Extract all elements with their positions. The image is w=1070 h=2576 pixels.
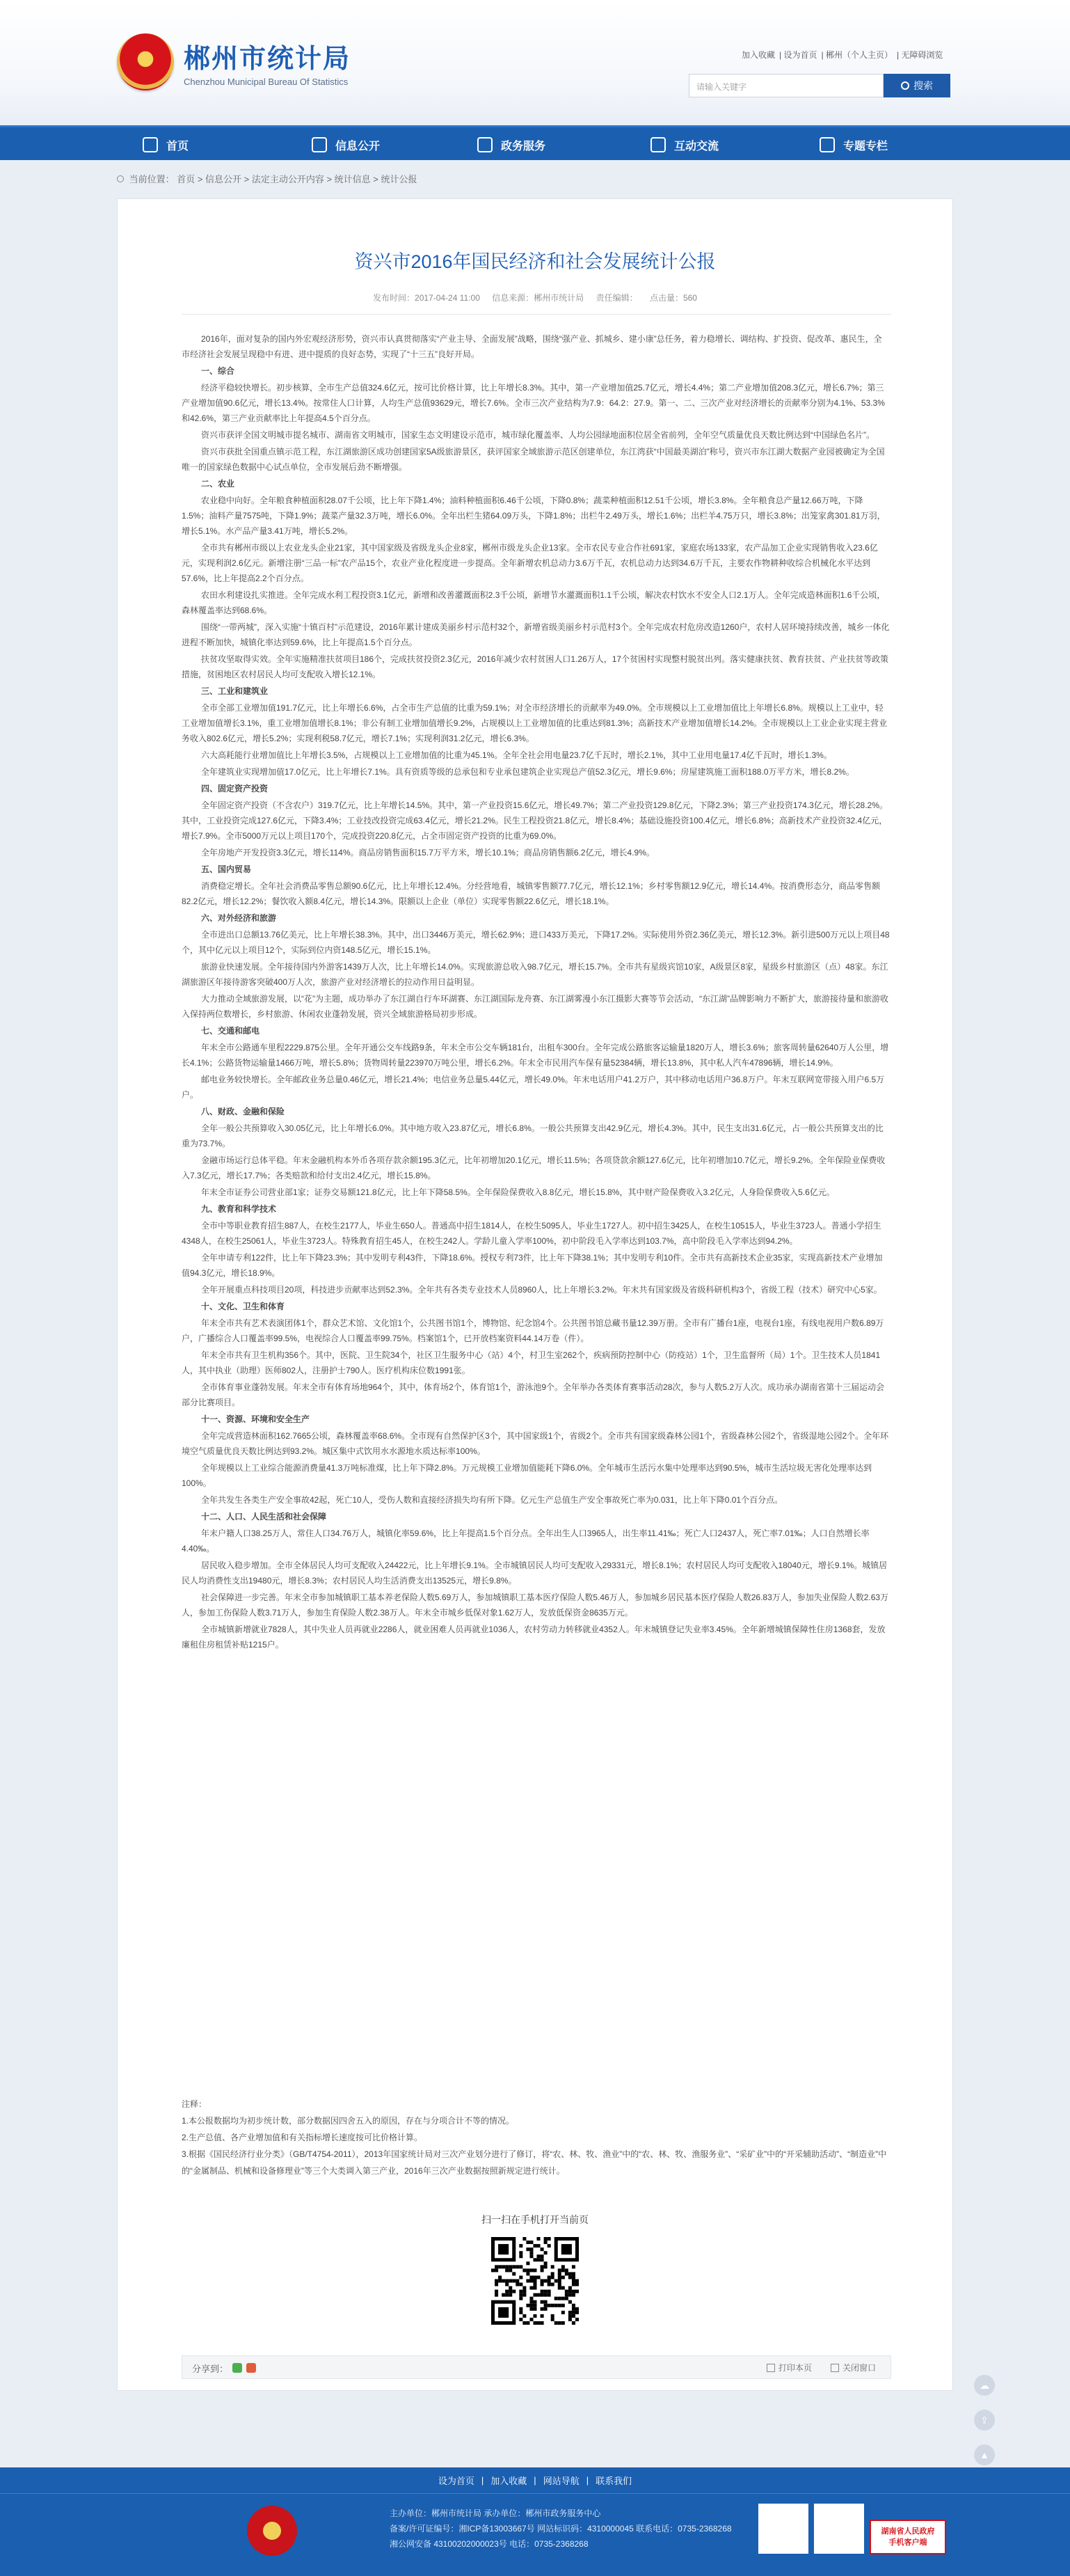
article-paragraph: 年末全市证券公司营业部1家；证券交易额121.8亿元，比上年下降58.5%。全年保险保费收入8.8亿元，增长15.8%，其中财产险保费收入3.2亿元，人身险保费收入5.6亿元。 [201,1187,835,1197]
footer-link[interactable]: 加入收藏 [490,2476,527,2486]
article-paragraph: 全市全部工业增加值191.7亿元，比上年增长6.6%，占全市生产总值的比重为59.1%；对全市经济增长的贡献率为49.0%。全市规模以上工业增加值比上年增长6.8%。规模以上工业中，轻工业增加值增长3.1%，重工业增加值增长8.1%；非公有制工业增加值增长9.2%，占规模以上工业增加值的比重达到81.3%；高新技术产业增加值增长14.2%。全市规模以上工业企业实现主营业务收入802.6亿元，增长5.2%；实现利税58.7亿元，增长7.1%；实现利润31.2亿元，增长6.3%。 [182,703,888,743]
breadcrumb-text[interactable]: 当前位置： 首页 > 信息公开 > 法定主动公开内容 > 统计信息 > 统计公报 [129,174,417,184]
weibo-share-icon[interactable] [246,2363,256,2373]
share-bar [182,2355,891,2379]
article-paragraph: 年末户籍人口38.25万人，常住人口34.76万人，城镇化率59.6%，比上年提高1.5个百分点。全年出生人口3965人，出生率11.41‰；死亡人口2437人，死亡率7.01‰；人口自然增长率4.40‰。 [182,1528,870,1554]
article-paragraph: 居民收入稳步增加。全市全体居民人均可支配收入24422元，比上年增长9.1%。全市城镇居民人均可支配收入29331元，增长8.1%；农村居民人均可支配收入18040元，增长9.1%。城镇居民人均消费性支出19480元，增长8.3%；农村居民人均生活消费支出13525元，增长9.8%。 [182,1560,888,1586]
article-paragraph: 资兴市获批全国重点镇示范工程，东江湖旅游区成功创建国家5A级旅游景区，获评国家全域旅游示范区创建单位，东江湾获“中国最美湖泊”称号，资兴市东江湖大数据产业园被确定为全国唯一的国家绿色数据中心试点单位，全市发展后劲不断增强。 [182,447,885,472]
section-heading: 十一、资源、环境和安全生产 [201,1414,310,1424]
nav-item-services[interactable] [477,127,545,162]
article-paragraph: 农业稳中向好。全年粮食种植面积28.07千公顷，比上年下降1.4%；油料种植面积6.46千公顷，下降0.8%；蔬菜种植面积12.51千公顷，增长3.8%。全年粮食总产量12.66万吨，下降1.5%；油料产量7575吨，下降1.9%；蔬菜产量32.3万吨，增长6.0%。全年出栏生猪64.09万头，下降1.8%；出栏牛2.49万头，增长1.6%；出栏羊4.75万只，增长3.8%；出笼家禽301.81万羽，增长5.1%。水产品产量3.41万吨，增长5.2%。 [182,496,886,536]
footer-link[interactable]: 联系我们 [596,2476,632,2486]
article-paragraph: 邮电业务较快增长。全年邮政业务总量0.46亿元，增长21.4%；电信业务总量5.44亿元，增长49.0%。年末电话用户41.2万户，其中移动电话用户36.8万户。年末互联网宽带接入用户6.5万户。 [182,1075,885,1100]
article-meta [118,292,952,303]
top-link-homepage[interactable]: 设为首页 [783,50,817,60]
article-paragraph: 全市进出口总额13.76亿美元，比上年增长38.3%。其中，出口3446万美元，增长62.9%；进口433万美元，下降17.2%。实际使用外资2.36亿美元，增长12.3%。新引进500万元以上项目48个，其中亿元以上项目12个，实际到位内资148.5亿元，增长15.1%。 [182,930,890,955]
article-paragraph: 资兴市获评全国文明城市提名城市、湖南省文明城市，国家生态文明建设示范市，城市绿化覆盖率、人均公园绿地面积位居全省前列，全年空气质量优良天数比例达到“中国绿色名片”。 [201,430,875,440]
article-paragraph: 年末全市公路通车里程2229.875公里。全年开通公交车线路9条，年末全市公交车辆181台，出租车300台。全年完成公路旅客运输量1820万人，增长3.6%；旅客周转量62640万人公里，增长4.1%；公路货物运输量1466万吨，增长5.8%；货物周转量223970万吨公里，增长6.2%。年末全市民用汽车保有量52384辆，增长13.8%，其中私人汽车47896辆，增长14.9%。 [182,1043,889,1068]
article-paragraph: 全年开展重点科技项目20项，科技进步贡献率达到52.3%。全年共有各类专业技术人员8960人，比上年增长3.2%。年末共有国家级及省级科研机构3个，省级工程（技术）研究中心5家。 [201,1285,882,1295]
footer [0,2467,1070,2576]
footer-link[interactable]: 设为首页 [438,2476,474,2486]
article-paragraph: 社会保障进一步完善。年末全市参加城镇职工基本养老保险人数5.69万人，参加城镇职工基本医疗保险人数5.46万人，参加城乡居民基本医疗保险人数26.83万人，参加失业保险人数2.63万人，参加工伤保险人数3.71万人，参加生育保险人数2.38万人。年末全市城乡低保对象1.62万人，发放低保资金8635万元。 [182,1593,889,1618]
chat-icon [650,137,666,152]
article-paragraph: 金融市场运行总体平稳。年末金融机构本外币各项存款余额195.3亿元，比年初增加20.1亿元，增长11.5%；各项贷款余额127.6亿元，比年初增加10.7亿元，增长9.2%。全年保险业保费收入7.3亿元，增长17.7%；各类赔款和给付支出2.4亿元，增长15.8%。 [182,1155,886,1180]
footer-line: 主办单位：郴州市统计局 承办单位：郴州市政务服务中心 [390,2508,601,2518]
wechat-icon[interactable]: ☁ [974,2375,995,2396]
note-item: 3.根据《国民经济行业分类》（GB/T4754-2011），2013年国家统计局对三次产业划分进行了修订，将“农、林、牧、渔业”中的“农、林、牧、渔服务业”、“采矿业”中的“开采辅助活动”、“制造业”中的“金属制品、机械和设备修理业”等三个大类调入第三产业，2016年三次产业数据按照新规定进行统计。 [182,2149,887,2176]
home-icon [143,137,158,152]
location-icon [117,175,124,182]
site-logo[interactable] [117,33,351,90]
top-links: 加入收藏 | 设为首页 | 郴州（个人主页） | 无障碍浏览 [742,50,943,60]
article-paragraph: 全市城镇新增就业7828人，其中失业人员再就业2286人，就业困难人员再就业1036人，农村劳动力转移就业4352人。年末城镇登记失业率3.45%。全年新增城镇保障性住房1368套，发放廉租住房租赁补贴1215户。 [182,1625,886,1650]
article-paragraph: 全年规模以上工业综合能源消费量41.3万吨标准煤，比上年下降2.8%。万元规模工业增加值能耗下降6.0%。全年城市生活污水集中处理率达到90.5%，城市生活垃圾无害化处理率达到100%。 [182,1463,872,1488]
back-to-top-icon[interactable]: ▲ [974,2444,995,2465]
article-date: 发布时间：2017-04-24 11:00 [373,293,480,303]
article-paragraph: 农田水利建设扎实推进。全年完成水利工程投资3.1亿元，新增和改善灌溉面积2.3千公顷，新增节水灌溉面积1.1千公顷，解决农村饮水不安全人口2.1万人。全年完成造林面积1.6千公顷，森林覆盖率达到68.6%。 [182,590,886,615]
nav-item-home[interactable] [143,127,189,162]
nav-label-topics: 专题专栏 [843,140,888,152]
print-label: 打印本页 [778,2363,813,2373]
nav-item-interaction[interactable] [650,127,719,162]
article-paragraph: 全市体育事业蓬勃发展。年末全市有体育场地964个，其中，体育场2个，体育馆1个，游泳池9个。全年举办各类体育赛事活动28次，参与人数5.2万人次。成功承办湖南省第十三届运动会部分比赛项目。 [182,1382,885,1407]
article-paragraph: 年末全市共有艺术表演团体1个，群众艺术馆、文化馆1个，公共图书馆1个，博物馆、纪念馆4个。公共图书馆总藏书量12.39万册。全市有广播台1座，电视台1座，有线电视用户数6.89万户，广播综合人口覆盖率99.5%，电视综合人口覆盖率99.75%。档案馆1个，已开放档案资料44.14万卷（件）。 [182,1318,884,1343]
article-paragraph: 全年完成营造林面积162.7665公顷，森林覆盖率68.6%。全市现有自然保护区3个，其中国家级1个，省级2个。全市共有国家级森林公园1个，省级森林公园2个，省级湿地公园2个。全年环境空气质量优良天数比例达到93.2%。城区集中式饮用水水源地水质达标率100%。 [182,1431,889,1456]
footer-links: 设为首页 | 加入收藏 | 网站导航 | 联系我们 [0,2467,1070,2494]
article-paragraph: 经济平稳较快增长。初步核算，全市生产总值324.6亿元，按可比价格计算，比上年增长8.3%。其中，第一产业增加值25.7亿元，增长4.4%；第二产业增加值208.3亿元，增长6.7%；第三产业增加值90.6亿元，增长13.4%。按常住人口计算，人均生产总值93629元，增长7.6%。全市三次产业结构为7.9：64.2：27.9。第一、二、三次产业对经济增长的贡献率分别为4.1%、53.3%和42.6%，第三产业贡献率比上年提高4.5个百分点。 [182,383,885,423]
section-heading: 一、综合 [201,366,235,376]
topic-icon [820,137,835,152]
footer-qr-icon [814,2504,864,2554]
section-heading: 四、固定资产投资 [201,784,269,793]
site-name: 郴州市统计局 [184,43,351,74]
site-name-en: Chenzhou Municipal Bureau Of Statistics [184,77,349,87]
section-heading: 七、交通和邮电 [201,1026,260,1036]
article-paragraph: 全年建筑业实现增加值17.0亿元，比上年增长7.1%。具有资质等级的总承包和专业承包建筑企业实现总产值52.3亿元，增长9.6%；房屋建筑施工面积188.0万平方米，增长8.2%。 [201,767,854,777]
national-emblem-icon [117,33,174,90]
article-paragraph: 2016年，面对复杂的国内外宏观经济形势，资兴市认真贯彻落实“产业主导、全面发展”战略，围绕“强产业、抓城乡、建小康”总任务，着力稳增长、调结构、扩投资、促改革、惠民生，全市经济社会发展呈现稳中有进、进中提质的良好态势，实现了“十三五”良好开局。 [182,334,882,359]
print-icon [767,2364,775,2372]
section-heading: 十二、人口、人民生活和社会保障 [201,1512,327,1522]
article-paragraph: 全年房地产开发投资3.3亿元，增长114%。商品房销售面积15.7万平方米，增长10.1%；商品房销售额6.2亿元，增长4.9%。 [201,848,655,858]
footer-line: 备案/许可证编号：湘ICP备13003667号 网站标识码：4310000045 联系电话：0735-2368268 [390,2524,732,2534]
search-button[interactable] [884,74,950,97]
main-nav [0,125,1070,160]
search-input[interactable]: 请输入关键字 [689,74,884,97]
section-heading: 九、教育和科学技术 [201,1204,277,1214]
article-notes [182,2096,890,2179]
breadcrumb [117,172,417,185]
qr-caption: 扫一扫在手机打开当前页 [481,2214,589,2225]
nav-label-interaction: 互动交流 [674,140,719,152]
article-paragraph: 六大高耗能行业增加值比上年增长3.5%，占规模以上工业增加值的比重为45.1%。全年全社会用电量23.7亿千瓦时，增长2.1%，其中工业用电量17.4亿千瓦时，增长1.3%。 [201,750,832,760]
share-label: 分享到： [192,2364,229,2374]
section-heading: 八、财政、金融和保险 [201,1107,285,1116]
top-link-personal[interactable]: 郴州（个人主页） [825,50,893,60]
title-divider [182,314,891,315]
article-paragraph: 消费稳定增长。全年社会消费品零售总额90.6亿元，比上年增长12.4%。分经营地看，城镇零售额77.7亿元，增长12.1%；乡村零售额12.9亿元，增长14.4%。按消费形态分，商品零售额82.2亿元，增长12.2%；餐饮收入额8.4亿元，增长14.3%。限额以上企业（单位）实现零售额22.6亿元，增长18.1%。 [182,881,881,906]
article-panel [117,198,953,2391]
nav-item-topics[interactable] [820,127,888,162]
close-label: 关闭窗口 [843,2363,877,2373]
share-icon[interactable]: ⇪ [974,2410,995,2431]
section-heading: 十、文化、卫生和体育 [201,1302,285,1311]
article-paragraph: 全年共发生各类生产安全事故42起，死亡10人，受伤人数和直接经济损失均有所下降。亿元生产总值生产安全事故死亡率为0.031，比上年下降0.01个百分点。 [201,1495,783,1505]
nav-label-services: 政务服务 [501,140,546,152]
article-paragraph: 扶贫攻坚取得实效。全年实施精准扶贫项目186个，完成扶贫投资2.3亿元，2016年减少农村贫困人口1.26万人，17个贫困村实现整村脱贫出列。落实健康扶贫、教育扶贫、产业扶贫等政策措施，贫困地区农村居民人均可支配收入增长12.1%。 [182,654,889,679]
section-heading: 六、对外经济和旅游 [201,913,277,923]
footer-link[interactable]: 网站导航 [543,2476,580,2486]
badge-line: 手机客户端 [888,2538,927,2547]
note-item: 1.本公报数据均为初步统计数，部分数据因四舍五入的原因，存在与分项合计不等的情况。 [182,2116,515,2126]
article-paragraph: 围绕“一带两城”，深入实施“十镇百村”示范建设，2016年累计建成美丽乡村示范村32个，新增省级美丽乡村示范村3个。全年完成农村危房改造1260户，农村人居环境持续改善，城乡一体化进程不断加快，城镇化率达到59.6%，比上年提高1.5个百分点。 [182,622,890,647]
note-item: 2.生产总值、各产业增加值和有关指标增长速度按可比价格计算。 [182,2133,423,2142]
top-link-accessibility[interactable]: 无障碍浏览 [901,50,943,60]
close-window-button[interactable] [831,2362,876,2373]
footer-qr-icon [758,2504,808,2554]
article-source: 信息来源：郴州市统计局 [492,293,584,303]
nav-label-info: 信息公开 [335,140,381,152]
search-button-label: 搜索 [913,80,933,91]
badge-line: 湖南省人民政府 [881,2527,935,2536]
section-heading: 五、国内贸易 [201,864,252,874]
section-heading: 三、工业和建筑业 [201,686,269,696]
qr-code-icon [488,2234,582,2328]
briefcase-icon [477,137,493,152]
side-toolbar [974,2375,998,2479]
article-paragraph: 全年一般公共预算收入30.05亿元，比上年增长6.0%。其中地方收入23.87亿元，增长6.8%。一般公共预算支出42.9亿元，增长4.3%。其中，民生支出31.6亿元，占一般公共预算支出的比重为73.7%。 [182,1123,884,1148]
footer-info [390,2506,732,2552]
gov-app-badge[interactable] [870,2520,946,2554]
article-paragraph: 旅游业快速发展。全年接待国内外游客1439万人次，比上年增长14.0%。实现旅游总收入98.7亿元，增长15.7%。全市共有星级宾馆10家，A级景区8家，星级乡村旅游区（点）48家。东江湖旅游区年接待游客突破400万人次，旅游产业对经济增长的拉动作用日益明显。 [182,962,888,987]
notes-heading: 注释： [182,2099,207,2109]
nav-label-home: 首页 [166,140,189,152]
close-icon [831,2364,839,2372]
search-icon [901,81,909,90]
top-link-favorite[interactable]: 加入收藏 [742,50,776,60]
article-paragraph: 全市中等职业教育招生887人，在校生2177人，毕业生650人。普通高中招生1814人，在校生5095人，毕业生1727人。初中招生3425人，在校生10515人，毕业生3723人。普通小学招生4348人，在校生25061人，毕业生3723人。特殊教育招生45人，在校生242人。学龄儿童入学率100%，初中阶段毛入学率达到103.7%，高中阶段毛入学率达到94.2%。 [182,1221,881,1246]
footer-line: 湘公网安备 43100202000023号 电话：0735-2368268 [390,2539,589,2549]
article-paragraph: 全市共有郴州市级以上农业龙头企业21家，其中国家级及省级龙头企业8家，郴州市级龙头企业13家。全市农民专业合作社691家，家庭农场133家，农产品加工企业实现销售收入23.6亿元，实现利润2.6亿元。新增注册“三品一标”农产品15个，农业产业化程度进一步提高。全年新增农机总动力3.6万千瓦，农机总动力达到34.6万千瓦，主要农作物耕种收综合机械化水平达到57.6%，比上年提高2.2个百分点。 [182,543,878,583]
government-emblem-icon [247,2506,297,2556]
article-title: 资兴市2016年国民经济和社会发展统计公报 [354,251,716,272]
document-icon [312,137,327,152]
nav-item-info[interactable] [312,127,380,162]
article-paragraph: 年末全市共有卫生机构356个。其中，医院、卫生院34个，社区卫生服务中心（站）4个，村卫生室262个，疾病预防控制中心（防疫站）1个，卫生监督所（局）1个。卫生技术人员1841人，其中执业（助理）医师802人，注册护士790人。医疗机构床位数1991张。 [182,1350,881,1375]
article-body [182,331,890,1654]
wechat-share-icon[interactable] [232,2363,242,2373]
section-heading: 二、农业 [201,479,235,489]
article-views: 点击量：560 [649,293,697,303]
article-paragraph: 全年申请专利122件，比上年下降23.3%；其中发明专利43件，下降18.6%。授权专利73件，比上年下降38.1%；其中发明专利10件。全市共有高新技术企业35家，实现高新技术产业增加值94.3亿元，增长18.9%。 [182,1253,883,1278]
article-editor: 责任编辑： [596,293,638,303]
article-paragraph: 全年固定资产投资（不含农户）319.7亿元，比上年增长14.5%。其中，第一产业投资15.6亿元，增长49.7%；第二产业投资129.8亿元，下降2.3%；第三产业投资174.3亿元，增长28.2%。其中，工业投资完成127.6亿元，下降3.4%；工业技改投资完成63.4亿元，增长21.2%。民生工程投资21.8亿元，增长8.4%；基础设施投资100.4亿元，增长6.8%；高新技术产业投资32.4亿元，增长7.9%。全市5000万元以上项目170个，完成投资220.8亿元，占全市固定资产投资的比重为69.0%。 [182,800,888,841]
article-paragraph: 大力推动全域旅游发展，以“花”为主题，成功举办了东江湖自行车环湖赛、东江湖国际龙舟赛、东江湖雾漫小东江摄影大赛等节会活动，“东江湖”品牌影响力不断扩大，旅游接待量和旅游收入保持两位数增长，乡村旅游、休闲农业蓬勃发展，资兴全域旅游格局初步形成。 [182,994,888,1019]
print-button[interactable] [767,2362,812,2373]
